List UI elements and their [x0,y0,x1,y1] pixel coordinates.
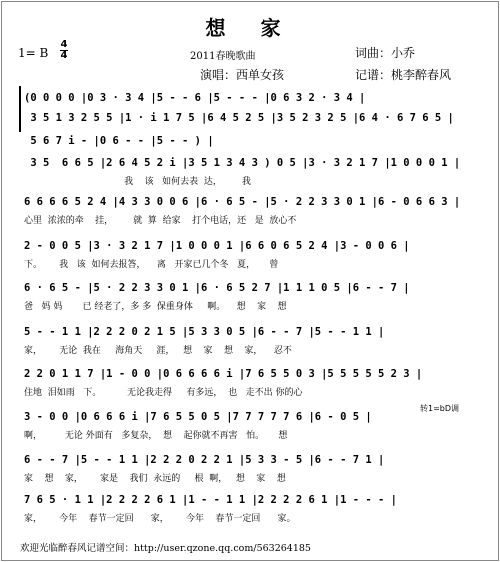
song-title: 想 家 [205,16,295,40]
lyrics-row: 我 该 如何去表 达， 我 [24,177,251,187]
lyrics-row: 住地 泪如雨 下。 无论我走得 有多远， 也 走不出 你的心 [24,388,303,398]
notation-row: 6 6 6 6 5 2 4 |4 3 3 0 0 6 |6 · 6 5 - |5 · 2 2 3 3 0 1 |6 - 0 6 6 3 | [24,196,461,208]
notation-row: (0 0 0 0 |0 3 · 3 4 |5 - - 6 |5 - - - |0 6 3 2 · 3 4 | [24,92,366,104]
song-subtitle: 2011春晚歌曲 [190,51,256,62]
time-signature-top: 4 [60,39,68,50]
notation-row: 3 - 0 0 |0 6 6 6 i |7 6 5 5 0 5 |7 7 7 7 7 6 |6 - 0 5 | [24,411,372,423]
notation-row: 6 - - 7 |5 - - 1 1 |2 2 2 0 2 2 1 |5 3 3 - 5 |6 - - 7 1 | [24,454,385,466]
key-signature: 1= B [18,46,49,60]
lyrics-row: 家 想 家， 家是 我们 永远的 根 啊， 想 家 想 [24,474,286,484]
notation-row: 7 6 5 · 1 1 |2 2 2 2 6 1 |1 - - 1 1 |2 2 2 2 6 1 |1 - - - | [24,494,397,506]
lyrics-row: 家， 今年 春节一定回 家， 今年 春节一定回 家。 [24,514,296,524]
notation-row: 3 5 6 6 5 |2 6 4 5 2 i |3 5 1 3 4 3 ) 0 5 |3 · 3 2 1 7 |1 0 0 0 1 | [24,157,461,169]
time-signature-bottom: 4 [60,50,68,61]
notation-row: 2 - 0 0 5 |3 · 3 2 1 7 |1 0 0 0 1 |6 6 0 6 5 2 4 |3 - 0 0 6 | [24,240,410,252]
transcriber-credit: 记谱：桃李醉春风 [355,68,452,82]
lyrics-row: 啊， 无论 外面有 多复杂， 想 起你就不再害 怕。 想 [24,431,288,441]
lyrics-row: 心里 浓浓的牵 挂， 就 算 给家 打个电话，还 是 放心不 [24,216,297,226]
time-signature [60,40,68,61]
system-bracket [19,86,21,132]
singer-credit: 演唱：西单女孩 [200,68,285,82]
notation-row: 2 2 0 1 1 7 |1 - 0 0 |0 6 6 6 6 i |7 6 5 5 0 3 |5 5 5 5 5 2 3 | [24,368,423,380]
notation-row: 5 6 7 i - |0 6 - - |5 - - ) | [24,135,214,147]
notation-row: 5 - - 1 1 |2 2 2 0 2 1 5 |5 3 3 0 5 |6 - - 7 |5 - - 1 1 | [24,326,385,338]
lyrics-row: 家， 无论 我在 海角天 涯， 想 家 想 家， 忍不 [24,346,292,356]
lyrics-row: 下。 我 该 如何去报答， 离 开家已几个冬 夏， 曾 [24,260,279,270]
notation-row: 6 · 6 5 - |5 · 2 2 3 3 0 1 |6 · 6 5 2 7 |1 1 1 0 5 |6 - - 7 | [24,282,410,294]
lyricist-credit: 词曲：小乔 [355,46,416,60]
modulation-note: 转1=bD调 [420,404,460,413]
notation-row: 3 5 1 3 2 5 5 |1 · i 1 7 5 |6 4 5 2 5 |3 5 2 3 2 5 |6 4 · 6 7 6 5 | [24,112,454,124]
footer-text: 欢迎光临醉春风记谱空间：http://user.qzone.qq.com/563264185 [20,543,311,554]
lyrics-row: 爸 妈 妈 已 经老了，多 多 保重身体 啊。 想 家 想 [24,302,287,312]
